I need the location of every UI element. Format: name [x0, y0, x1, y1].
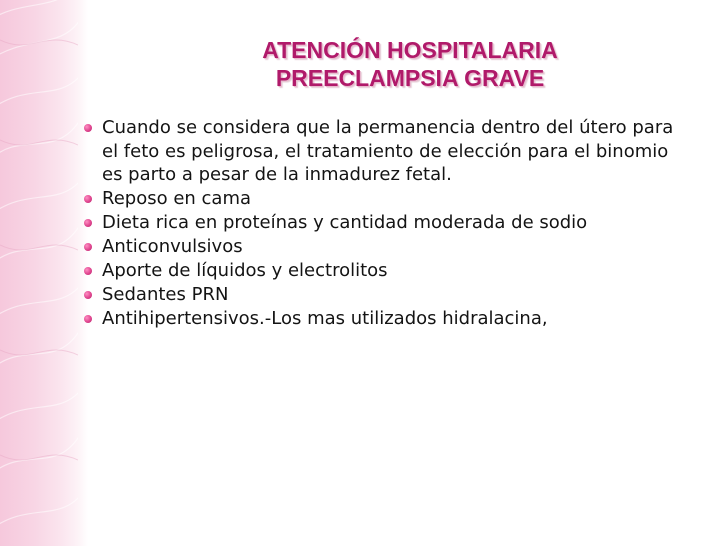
bullet-dot-icon — [84, 267, 92, 275]
bullet-dot-icon — [84, 243, 92, 251]
slide-title — [140, 36, 680, 92]
bullet-dot-icon — [84, 219, 92, 227]
bullet-text: Antihipertensivos.-Los mas utilizados hidralacina, — [102, 308, 548, 329]
bullet-item — [80, 259, 680, 283]
title-line-2: PREECLAMPSIA GRAVE — [275, 65, 545, 91]
bullet-item — [80, 187, 680, 211]
bullet-dot-icon — [84, 124, 92, 132]
bullet-text: Aporte de líquidos y electrolitos — [102, 260, 388, 281]
bullet-item — [80, 116, 680, 187]
bullet-text: Reposo en cama — [102, 188, 252, 209]
bullet-item — [80, 307, 680, 331]
bullet-text: Sedantes PRN — [102, 284, 229, 305]
bullet-dot-icon — [84, 291, 92, 299]
bullet-dot-icon — [84, 195, 92, 203]
bullet-text: Dieta rica en proteínas y cantidad moderada de sodio — [102, 212, 588, 233]
bullet-text: Anticonvulsivos — [102, 236, 243, 257]
bullet-item — [80, 211, 680, 235]
decorative-sidebar — [0, 0, 78, 546]
sidebar-swirl-pattern — [0, 0, 78, 546]
bullet-item — [80, 283, 680, 307]
bullet-text: Cuando se considera que la permanencia dentro del útero para el feto es peligrosa, el tratamiento de elección para el binomio es parto a pesar de la inmadurez fetal. — [102, 117, 674, 185]
bullet-dot-icon — [84, 315, 92, 323]
title-line-1: ATENCIÓN HOSPITALARIA — [262, 37, 558, 63]
bullet-item — [80, 235, 680, 259]
bullet-list — [80, 116, 680, 331]
